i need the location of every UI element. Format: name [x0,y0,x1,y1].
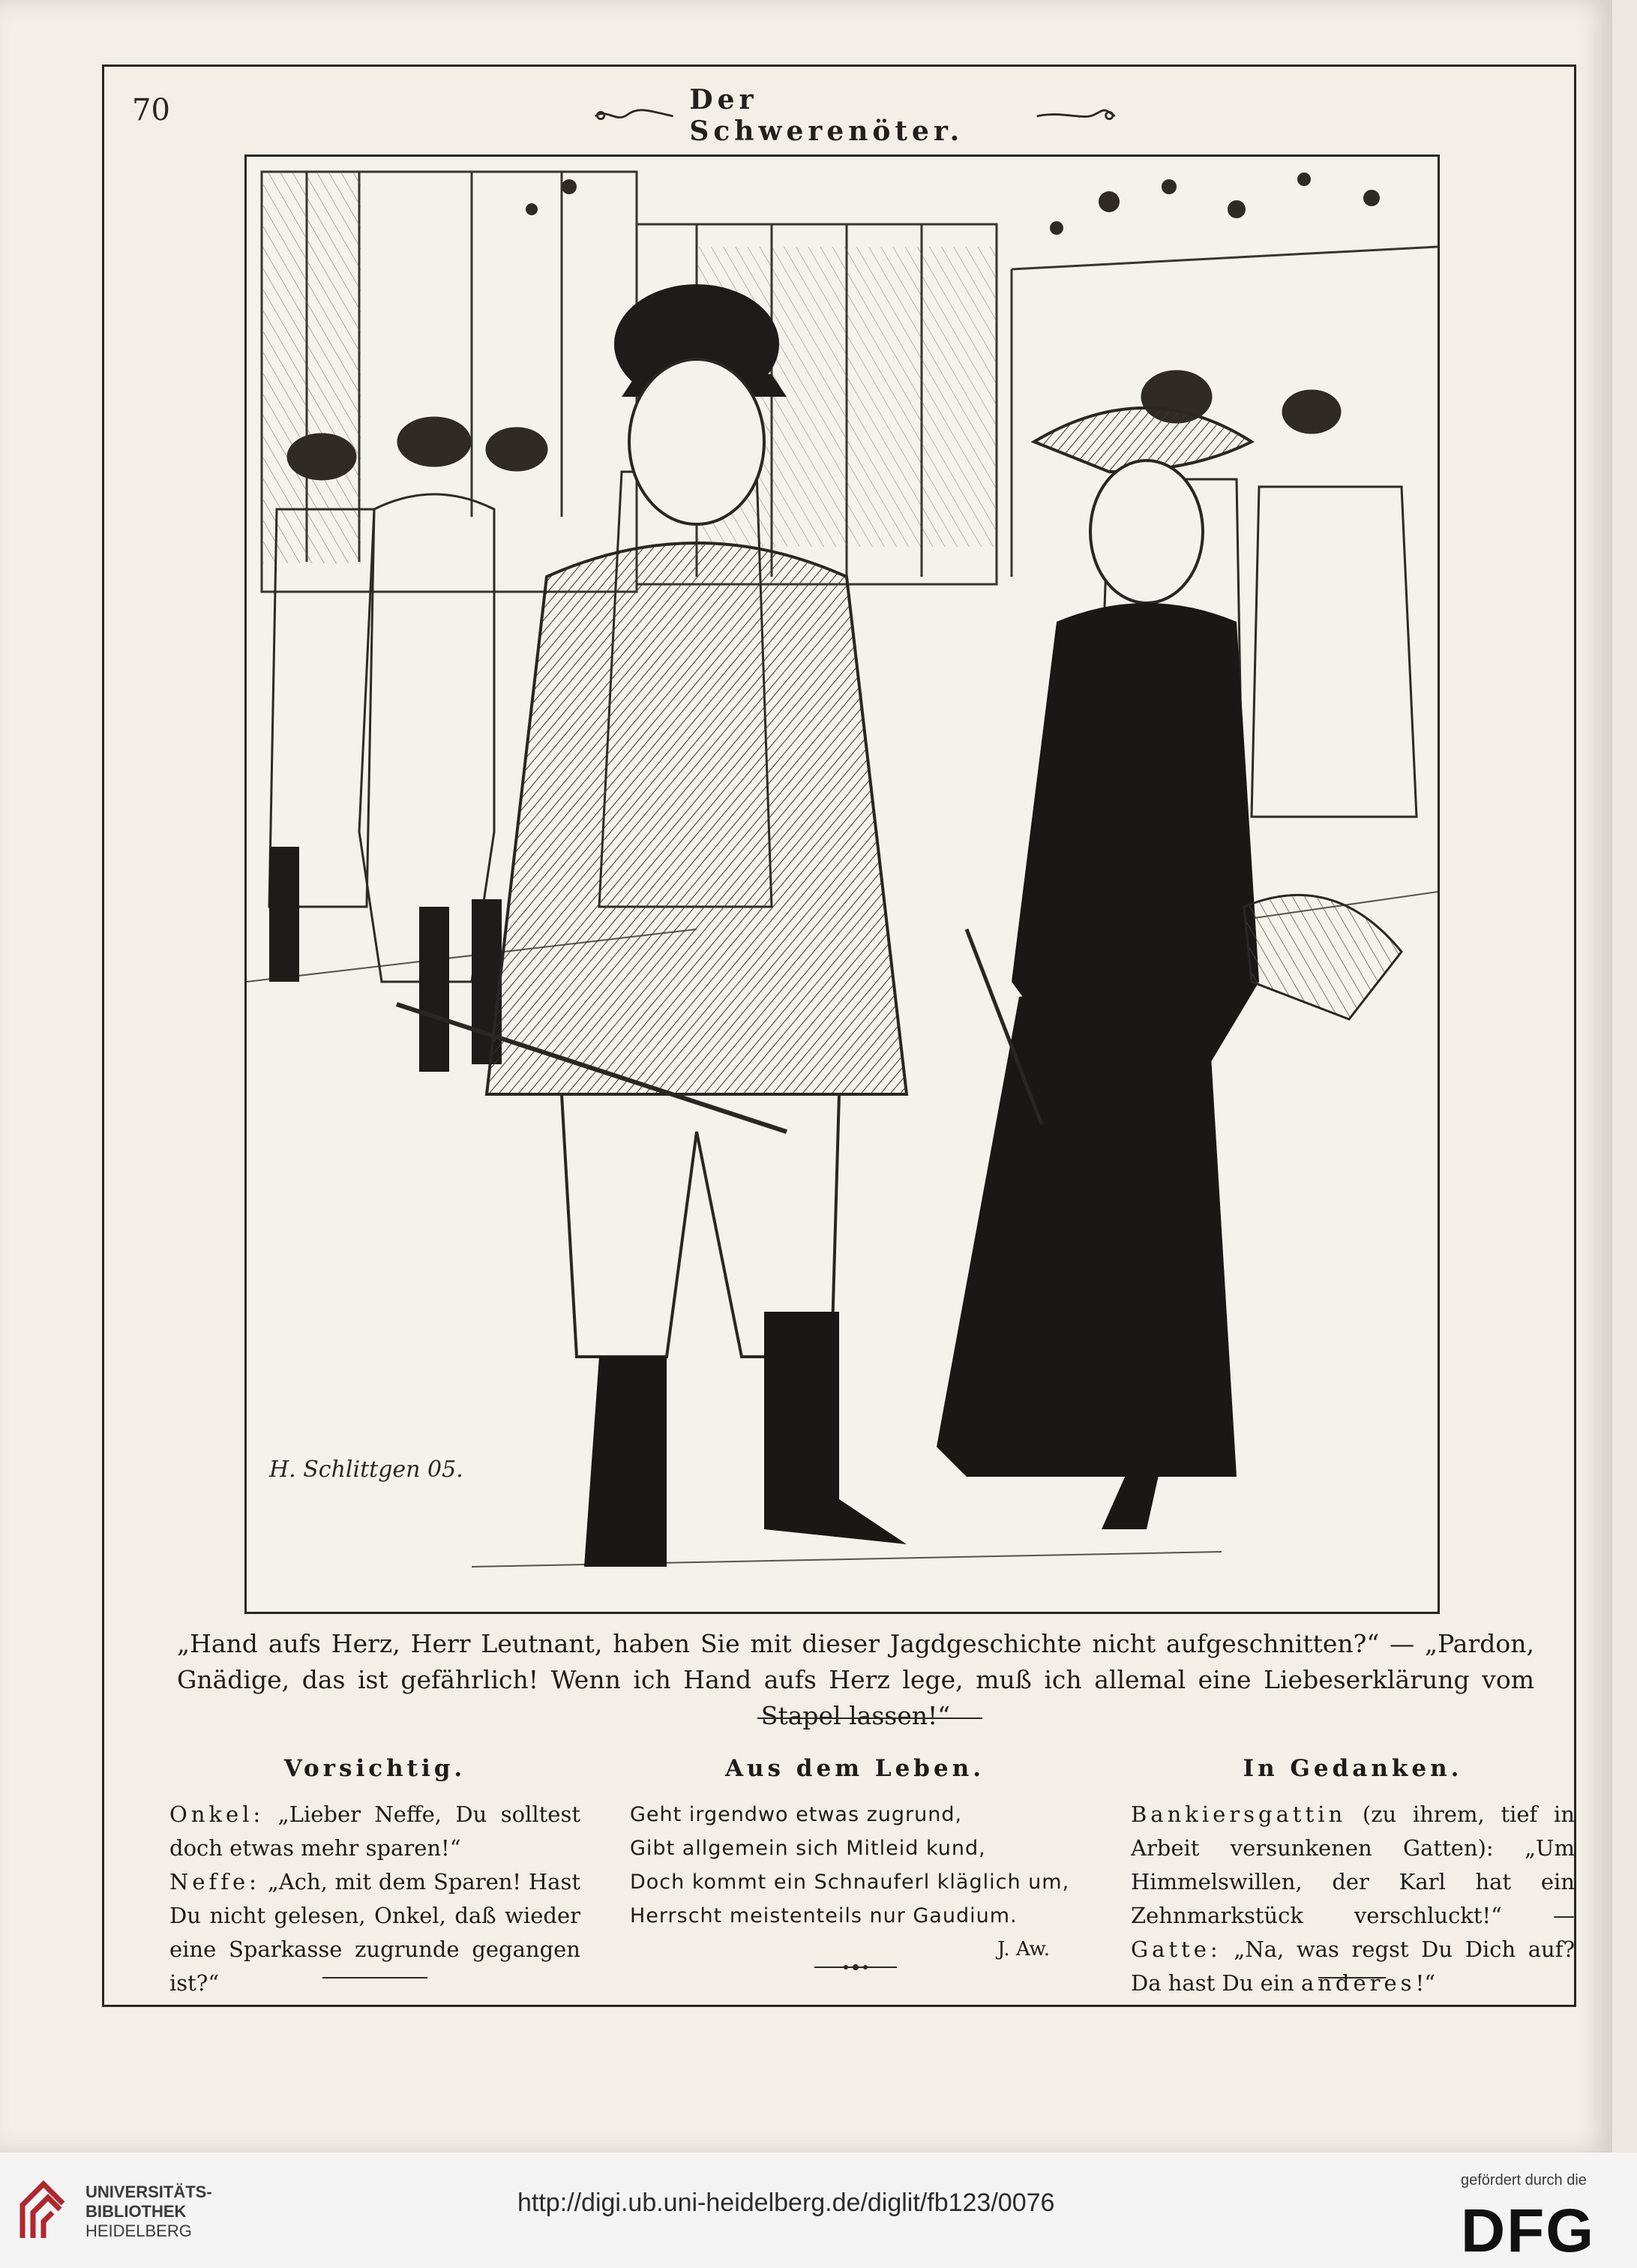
institution-line-2: BIBLIOTHEK [85,2202,187,2221]
column-title-aus-dem-leben: Aus dem Leben. [724,1755,985,1782]
caption-line-1: „Hand aufs Herz, Herr Leutnant, haben Sie mit dieser Jagdgeschichte nicht aufgeschnitten?“ — „Pardon, [177,1629,1534,1658]
gatte-speech-end: !“ [1415,1970,1436,1996]
section-divider [757,1718,982,1719]
dialogue-bankiersgattin [1131,1798,1575,2000]
university-library-logo-icon [18,2175,67,2242]
right-flourish-ornament [1034,104,1117,127]
permalink-url[interactable]: http://digi.ub.uni-heidelberg.de/diglit/fb123/0076 [517,2188,1055,2217]
poem-line-4: Herrscht meistenteils nur Gaudium. [630,1904,1018,1928]
hunting-scene-illustration [244,154,1440,1614]
sponsor-text: gefördert durch die [1461,2172,1587,2188]
poem-line-3: Doch kommt ein Schnauferl kläglich um, [630,1870,1070,1894]
poem-line-1: Geht irgendwo etwas zugrund, [630,1803,963,1826]
gatte-speech: „Na, was regst Du Dich auf? Da hast Du ein [1131,1936,1575,1996]
dialogue-onkel [169,1798,580,1865]
column-aus-dem-leben [630,1752,1080,1966]
page-number: 70 [132,93,170,128]
illustration-drawing [247,157,1438,1612]
dialogue-neffe [169,1865,580,2000]
speaker-neffe: Neffe: [169,1869,260,1894]
running-head-title: Der Schwerenöter. [689,84,964,147]
institution-line-3: HEIDELBERG [85,2222,192,2240]
column-end-rule [1318,1977,1386,1978]
neffe-speech: „Ach, mit dem Sparen! Hast Du nicht gelesen, Onkel, daß wieder eine Sparkasse zugrunde gegangen ist?“ [169,1869,580,1996]
dfg-logo: DFG [1461,2197,1596,2265]
column-end-rule [322,1977,427,1978]
column-body-vorsichtig [169,1798,580,2000]
emphasized-word: anderes [1300,1970,1416,1996]
bankiersgattin-speech: (zu ihrem, tief in Arbeit versunkenen Gatten): „Um Himmelswillen, der Karl hat ein Zehnmarkstück verschluckt!“ — [1131,1802,1575,1928]
column-in-gedanken [1131,1752,1575,2000]
column-body-in-gedanken [1131,1798,1575,2000]
poem-line-2: Gibt allgemein sich Mitleid kund, [630,1837,986,1860]
column-title-in-gedanken: In Gedanken. [1243,1755,1463,1782]
caption-line-2: Gnädige, das ist gefährlich! Wenn ich Hand aufs Herz lege, muß ich allemal eine Liebeserklärung vom Stapel lassen!“ [177,1665,1534,1730]
onkel-speech: „Lieber Neffe, Du solltest doch etwas mehr sparen!“ [169,1802,580,1861]
column-title-vorsichtig: Vorsichtig. [283,1755,466,1782]
running-head [592,84,1117,147]
speaker-gatte: Gatte: [1131,1936,1222,1962]
speaker-bankiersgattin: Bankiersgattin [1131,1802,1347,1827]
institution-line-1: UNIVERSITÄTS- [85,2182,212,2201]
column-vorsichtig [169,1752,580,2000]
digitization-footer [0,2152,1637,2268]
speaker-onkel: Onkel: [169,1802,265,1827]
left-flourish-ornament [592,104,676,127]
divider-ornament-icon [814,1962,897,1972]
poem-author: J. Aw. [997,1938,1050,1960]
institution-name [85,2182,212,2241]
artist-signature: H. Schlittgen 05. [269,1456,463,1483]
